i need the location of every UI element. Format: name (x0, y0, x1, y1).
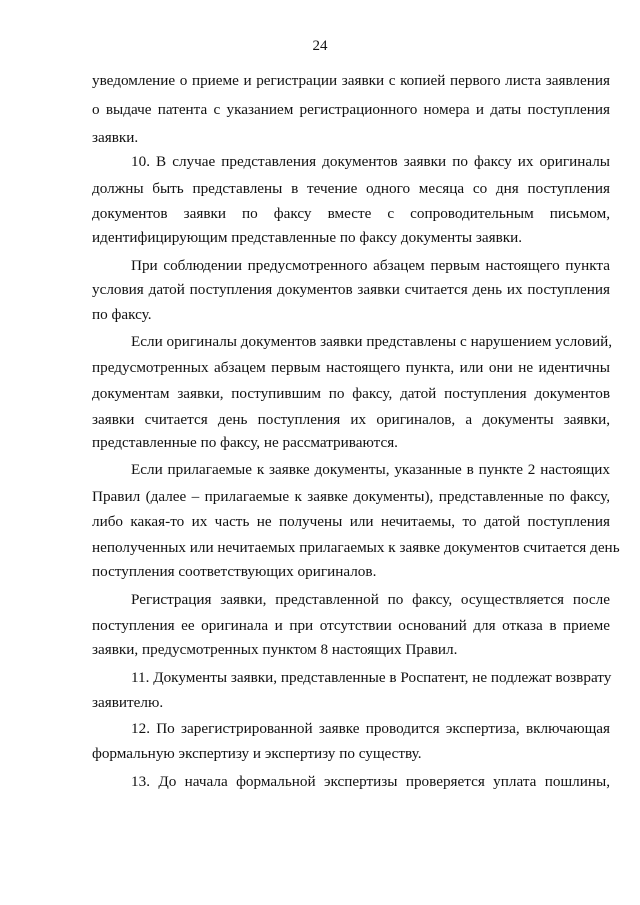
text-line: предусмотренных абзацем первым настоящего пункта, или они не идентичны (92, 359, 610, 376)
text-line: неполученных или нечитаемых прилагаемых к заявке документов считается день (92, 539, 620, 556)
text-line: Если оригиналы документов заявки представлены с нарушением условий, (131, 333, 613, 350)
text-line: уведомление о приеме и регистрации заявки с копией первого листа заявления (92, 72, 610, 89)
text-line: 10. В случае представления документов заявки по факсу их оригиналы (131, 153, 610, 170)
text-line: 11. Документы заявки, представленные в Роспатент, не подлежат возврату (131, 669, 612, 686)
text-line: При соблюдении предусмотренного абзацем первым настоящего пункта (131, 257, 610, 274)
text-line: о выдаче патента с указанием регистрационного номера и даты поступления (92, 101, 610, 118)
text-line: 12. По зарегистрированной заявке проводится экспертиза, включающая (131, 720, 610, 737)
text-line: заявки, предусмотренных пунктом 8 настоящих Правил. (92, 641, 458, 658)
text-line: Если прилагаемые к заявке документы, указанные в пункте 2 настоящих (131, 461, 610, 478)
text-line: заявителю. (92, 694, 164, 711)
text-line: условия датой поступления документов заявки считается день их поступления (92, 281, 610, 298)
text-line: заявки. (92, 129, 139, 146)
text-line: заявки считается день поступления их оригиналов, а документы заявки, (92, 411, 610, 428)
text-line: должны быть представлены в течение одного месяца со дня поступления (92, 180, 610, 197)
text-line: формальную экспертизу и экспертизу по существу. (92, 745, 422, 762)
text-line: представленные по факсу, не рассматриваются. (92, 434, 398, 451)
text-line: поступления ее оригинала и при отсутствии оснований для отказа в приеме (92, 617, 610, 634)
text-line: 13. До начала формальной экспертизы проверяется уплата пошлины, (131, 773, 610, 790)
text-line: Правил (далее – прилагаемые к заявке документы), представленные по факсу, (92, 488, 610, 505)
text-line: по факсу. (92, 306, 152, 323)
page-number: 24 (312, 38, 328, 54)
text-line: либо какая-то их часть не получены или нечитаемы, то датой поступления (92, 513, 610, 530)
text-line: документам заявки, поступившим по факсу, датой поступления документов (92, 385, 610, 402)
text-line: Регистрация заявки, представленной по факсу, осуществляется после (131, 591, 610, 608)
text-line: идентифицирующим представленные по факсу документы заявки. (92, 229, 523, 246)
text-line: документов заявки по факсу вместе с сопроводительным письмом, (92, 205, 610, 222)
text-line: поступления соответствующих оригиналов. (92, 563, 377, 580)
